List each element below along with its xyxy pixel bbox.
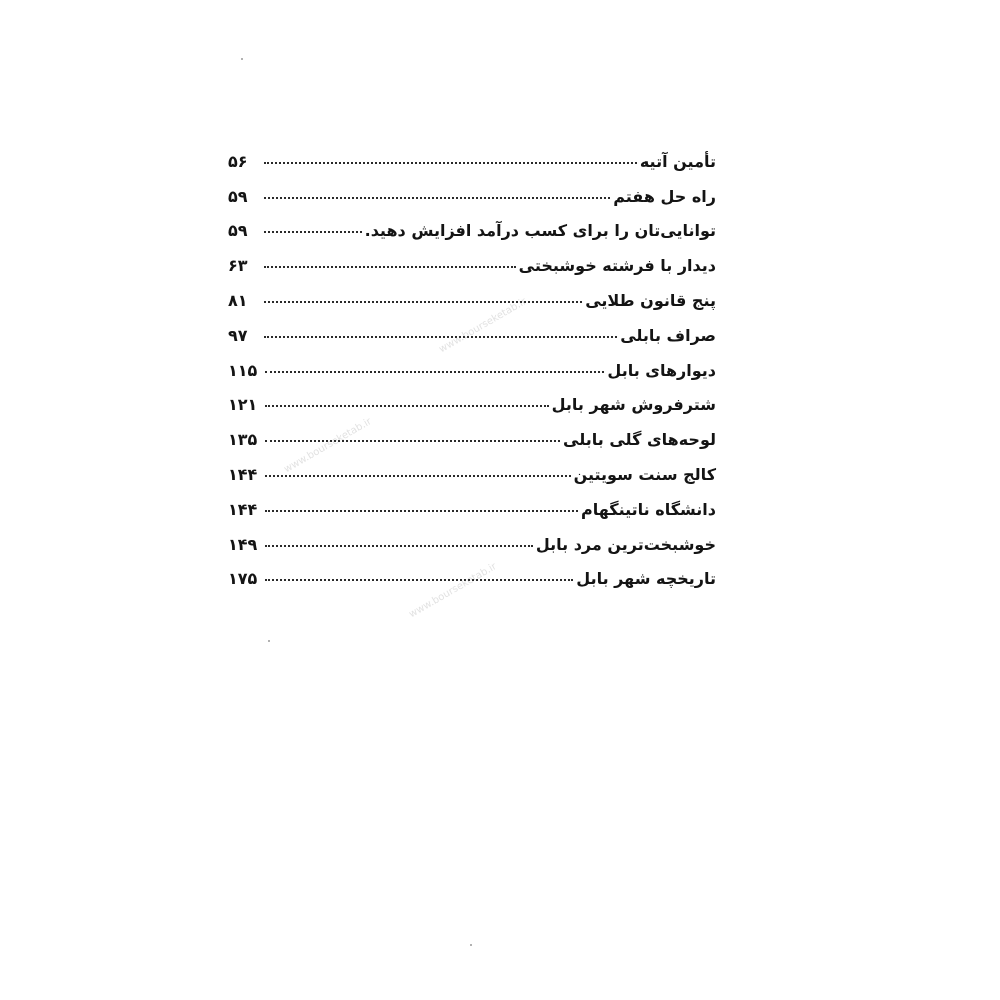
dot-leader	[264, 336, 617, 338]
toc-entry	[228, 172, 716, 207]
toc-entry	[228, 415, 716, 450]
dust-speck	[268, 640, 270, 642]
toc-entry-page: ۱۱۵	[228, 360, 258, 380]
toc-entry-page: ۱۲۱	[228, 395, 258, 415]
dot-leader	[265, 440, 560, 442]
dot-leader	[264, 301, 582, 303]
toc-entry-title: توانایی‌تان را برای کسب درآمد افزایش دهید.	[364, 221, 716, 241]
dot-leader	[265, 545, 533, 547]
dot-leader	[264, 231, 362, 233]
toc-entry-title: خوشبخت‌ترین مرد بابل	[535, 534, 716, 554]
dot-leader	[265, 405, 548, 407]
watermark-text: www.bourseketab.ir	[437, 296, 529, 356]
toc-entry-title: دیدار با فرشته خوشبختی	[518, 256, 716, 276]
toc-entry-page: ۵۶	[228, 151, 248, 171]
toc-entry	[228, 346, 716, 381]
toc-entry	[228, 381, 716, 416]
toc-entry-page: ۱۴۴	[228, 499, 258, 519]
toc-entry-page: ۸۱	[228, 290, 248, 310]
toc-entry-title: تأمین آتیه	[639, 151, 716, 171]
toc-entry-title: دیوارهای بابل	[607, 360, 716, 380]
dot-leader	[265, 510, 578, 512]
toc-entry-page: ۱۳۵	[228, 430, 258, 450]
toc-entry	[228, 520, 716, 555]
toc-entry-page: ۶۳	[228, 256, 248, 276]
toc-entry-title: تاریخچه شهر بابل	[576, 569, 716, 589]
dot-leader	[265, 475, 570, 477]
toc-entry-page: ۵۹	[228, 186, 248, 206]
toc-entry-page: ۱۴۹	[228, 534, 258, 554]
toc-entry-title: لوحه‌های گلی بابلی	[563, 430, 716, 450]
toc-entry	[228, 485, 716, 520]
toc-entry-title: راه حل هفتم	[613, 186, 716, 206]
dot-leader	[265, 371, 604, 373]
toc-entry-title: صراف بابلی	[620, 325, 716, 345]
toc-entry	[228, 276, 716, 311]
toc-entry	[228, 137, 716, 172]
toc-entry-title: شترفروش شهر بابل	[551, 395, 716, 415]
toc-entry	[228, 241, 716, 276]
watermark-text: www.bourseketab.ir	[407, 561, 499, 621]
watermark-text: www.bourseketab.ir	[282, 416, 374, 476]
toc-entry-title: کالج سنت سویتین	[573, 464, 716, 484]
toc-entry-title: پنج قانون طلایی	[585, 290, 716, 310]
toc-entry-title: دانشگاه ناتینگهام	[581, 499, 716, 519]
dot-leader	[264, 197, 610, 199]
toc-entry-page: ۵۹	[228, 221, 248, 241]
toc-entry-page: ۹۷	[228, 325, 248, 345]
dot-leader	[264, 162, 637, 164]
dust-speck	[470, 944, 472, 946]
dot-leader	[264, 266, 516, 268]
dot-leader	[265, 579, 573, 581]
toc-entry-page: ۱۷۵	[228, 569, 258, 589]
toc-entry-page: ۱۴۴	[228, 464, 258, 484]
dust-speck	[241, 58, 243, 60]
table-of-contents	[228, 137, 716, 589]
toc-entry	[228, 207, 716, 242]
